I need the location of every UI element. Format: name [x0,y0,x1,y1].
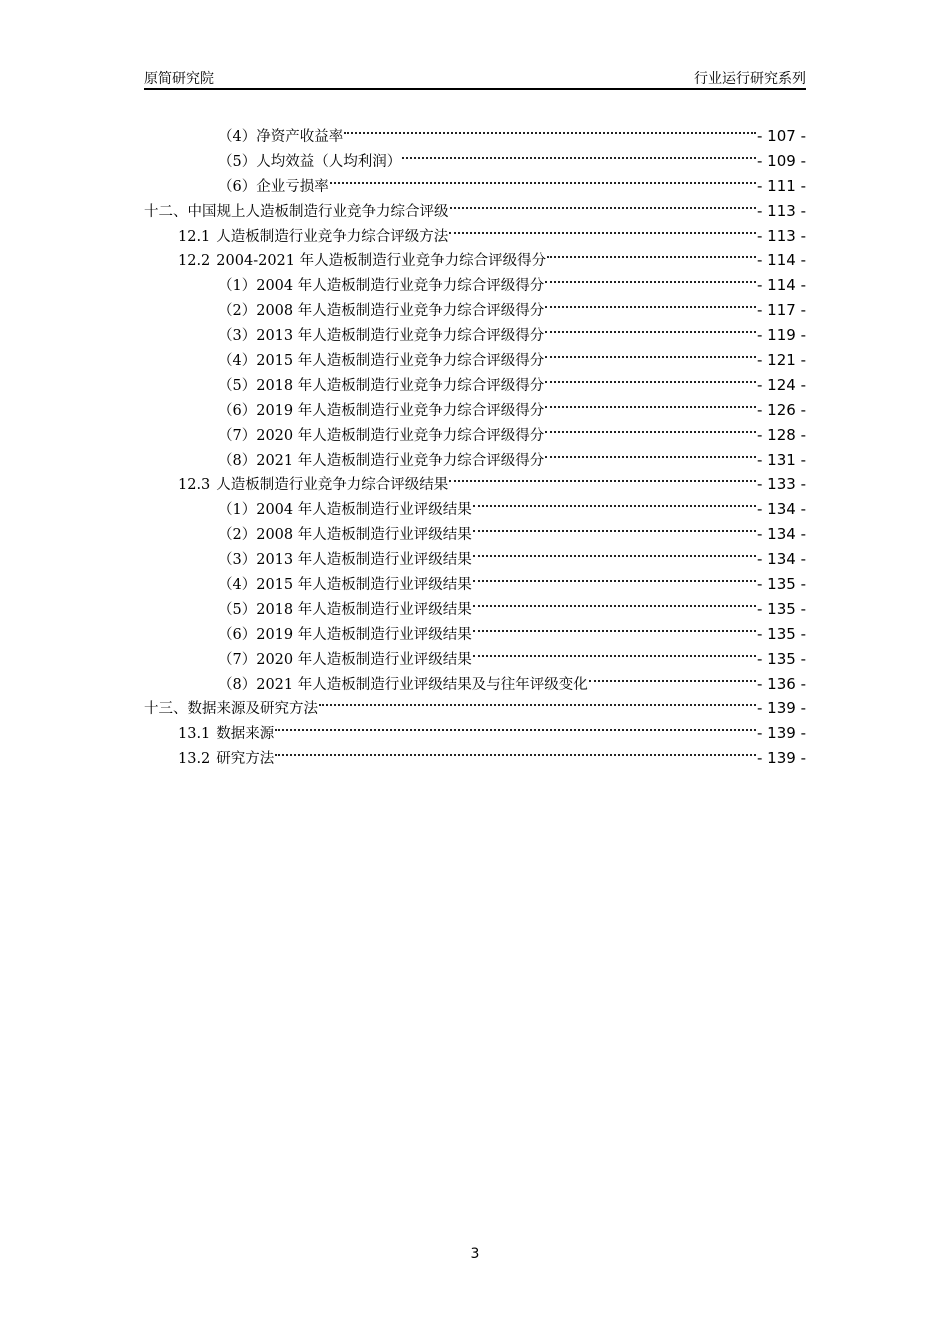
dot-leader [545,380,756,383]
toc-entry-number: （5） [218,377,257,394]
toc-entry-number: （4） [218,353,257,370]
toc-entry-title: 数据来源及研究方法 [187,701,318,718]
dot-leader [545,430,756,433]
dot-leader [319,703,756,706]
toc-entry-number: （1） [218,278,257,295]
dot-leader [450,206,757,209]
header-divider [144,88,806,90]
toc-entry-title: 2013 年人造板制造行业评级结果 [256,552,472,569]
toc-entry-number: （5） [218,601,257,618]
toc-entry-number: （2） [218,527,257,544]
toc-entry[interactable] [144,547,806,572]
toc-entry-number: （7） [218,427,257,444]
toc-entry-number: 12.2 [178,253,211,270]
toc-entry[interactable] [144,348,806,373]
dot-leader [449,231,756,234]
dot-leader [545,280,756,283]
dot-leader [402,156,756,159]
toc-entry-page: - 109 - [757,151,806,170]
toc-entry-page: - 134 - [757,500,806,519]
toc-entry-number: （6） [218,178,257,195]
dot-leader [330,181,756,184]
toc-entry[interactable] [144,298,806,323]
toc-entry-page: - 107 - [757,127,806,145]
toc-entry-title: 2015 年人造板制造行业评级结果 [256,577,472,594]
toc-entry-page: - 139 - [757,724,806,743]
header-org-name: 原简研究院 [144,71,214,87]
toc-entry-title: 2020 年人造板制造行业竞争力综合评级得分 [256,427,545,444]
toc-entry-page: - 135 - [757,624,806,643]
toc-entry-title: 2019 年人造板制造行业评级结果 [256,626,472,643]
toc-entry-page: - 128 - [757,425,806,444]
toc-entry[interactable] [144,696,806,721]
toc-entry-title: 2004-2021 年人造板制造行业竞争力综合评级得分 [216,253,547,270]
dot-leader [473,579,756,582]
toc-entry-number: （3） [218,328,257,345]
dot-leader [344,131,756,134]
toc-entry[interactable] [144,273,806,298]
header-series-name: 行业运行研究系列 [694,71,806,87]
toc-entry[interactable] [144,522,806,547]
toc-entry-page: - 113 - [757,226,806,245]
toc-entry-number: （4） [218,577,257,594]
toc-entry-number: 十三、 [144,701,188,718]
toc-entry-number: （3） [218,552,257,569]
dot-leader [545,405,756,408]
toc-entry-page: - 134 - [757,525,806,544]
toc-entry-number: （7） [218,651,257,668]
toc-entry-page: - 124 - [757,375,806,394]
dot-leader [589,679,756,682]
toc-entry-page: - 126 - [757,400,806,419]
table-of-contents [144,124,806,771]
toc-entry-title: 企业亏损率 [256,178,329,195]
toc-entry-title: 2019 年人造板制造行业竞争力综合评级得分 [256,402,545,419]
toc-entry-title: 2008 年人造板制造行业评级结果 [256,527,472,544]
toc-entry[interactable] [144,398,806,423]
dot-leader [473,604,756,607]
toc-entry-page: - 135 - [757,649,806,668]
toc-entry-page: - 111 - [757,176,806,195]
dot-leader [473,654,756,657]
toc-entry-page: - 139 - [757,749,806,768]
toc-entry-page: - 135 - [757,575,806,594]
toc-entry-title: 净资产收益率 [256,129,344,145]
toc-entry[interactable] [144,174,806,199]
toc-entry-number: （6） [218,402,257,419]
toc-entry[interactable] [144,149,806,174]
toc-entry-title: 2004 年人造板制造行业竞争力综合评级得分 [256,278,545,295]
toc-entry[interactable] [144,124,806,149]
toc-entry-number: 12.3 [178,477,211,494]
dot-leader [473,629,756,632]
toc-entry-title: 2020 年人造板制造行业评级结果 [256,651,472,668]
toc-entry-title: 2004 年人造板制造行业评级结果 [256,502,472,519]
toc-entry-number: （8） [218,676,257,693]
toc-entry[interactable] [144,323,806,348]
toc-entry[interactable] [144,423,806,448]
toc-entry-page: - 113 - [757,201,806,220]
toc-entry-title: 2018 年人造板制造行业竞争力综合评级得分 [256,377,545,394]
toc-entry[interactable] [144,597,806,622]
page-number: 3 [470,1246,480,1262]
toc-entry-page: - 133 - [757,475,806,494]
toc-entry-number: 13.2 [178,751,211,768]
toc-entry-title: 2018 年人造板制造行业评级结果 [256,601,472,618]
dot-leader [545,455,756,458]
toc-entry-number: 13.1 [178,726,211,743]
toc-entry-title: 人造板制造行业竞争力综合评级结果 [216,477,449,494]
dot-leader [473,504,756,507]
toc-entry-page: - 119 - [757,326,806,345]
toc-entry-title: 中国规上人造板制造行业竞争力综合评级 [187,203,449,220]
dot-leader [449,479,756,482]
dot-leader [473,529,756,532]
toc-entry[interactable] [144,647,806,672]
toc-entry-number: （4） [218,129,257,145]
toc-entry[interactable] [144,472,806,497]
toc-entry-number: （6） [218,626,257,643]
toc-entry-number: 十二、 [144,203,188,220]
toc-entry-title: 2021 年人造板制造行业竞争力综合评级得分 [256,452,545,469]
toc-entry-number: （1） [218,502,257,519]
toc-entry-page: - 134 - [757,550,806,569]
toc-entry-title: 数据来源 [216,726,275,743]
toc-entry-number: （2） [218,303,257,320]
toc-entry-page: - 135 - [757,599,806,618]
toc-entry-page: - 114 - [757,276,806,295]
dot-leader [547,255,756,258]
toc-entry[interactable] [144,224,806,249]
toc-entry-title: 2008 年人造板制造行业竞争力综合评级得分 [256,303,545,320]
dot-leader [275,753,756,756]
toc-entry[interactable] [144,373,806,398]
page-header [144,66,806,88]
toc-entry-title: 2021 年人造板制造行业评级结果及与往年评级变化 [256,676,588,693]
toc-entry-page: - 114 - [757,251,806,270]
toc-entry[interactable] [144,622,806,647]
dot-leader [275,728,756,731]
toc-entry-title: 2015 年人造板制造行业竞争力综合评级得分 [256,353,545,370]
toc-entry-title: 研究方法 [216,751,275,768]
toc-entry-title: 人均效益（人均利润） [256,153,402,170]
toc-entry[interactable] [144,721,806,746]
toc-entry[interactable] [144,746,806,771]
toc-entry-page: - 139 - [757,699,806,718]
dot-leader [473,554,756,557]
dot-leader [545,305,756,308]
toc-entry-page: - 136 - [757,674,806,693]
toc-entry-number: （5） [218,153,257,170]
toc-entry-title: 2013 年人造板制造行业竞争力综合评级得分 [256,328,545,345]
toc-entry-number: 12.1 [178,228,211,245]
toc-entry-number: （8） [218,452,257,469]
toc-entry-page: - 117 - [757,301,806,320]
toc-entry[interactable] [144,497,806,522]
toc-entry[interactable] [144,248,806,273]
toc-entry[interactable] [144,672,806,697]
toc-entry[interactable] [144,448,806,473]
toc-entry-page: - 131 - [757,450,806,469]
toc-entry-title: 人造板制造行业竞争力综合评级方法 [216,228,449,245]
toc-entry[interactable] [144,572,806,597]
dot-leader [545,355,756,358]
dot-leader [545,330,756,333]
toc-entry-page: - 121 - [757,351,806,370]
toc-entry[interactable] [144,199,806,224]
